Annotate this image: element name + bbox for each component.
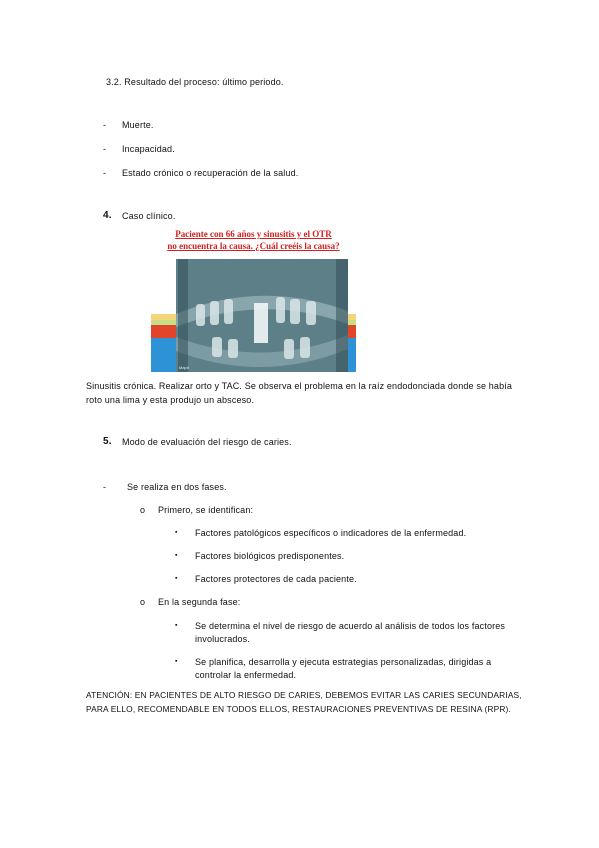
- outcome-dash: -: [103, 144, 107, 154]
- bullet-icon: ▪: [175, 575, 178, 582]
- bullet-icon: ▪: [175, 529, 178, 536]
- warning-line1: ATENCIÓN: EN PACIENTES DE ALTO RIESGO DE CARIES, DEBEMOS EVITAR LAS CARIES SECUNDARIAS,: [86, 690, 522, 700]
- outcome-dash: -: [103, 120, 107, 130]
- outcome-dash: -: [103, 168, 107, 178]
- outcome-item: Incapacidad.: [122, 144, 175, 154]
- outcome-item: Estado crónico o recuperación de la salud.: [122, 168, 299, 178]
- panoramic-xray: [176, 259, 348, 372]
- phase-1-item: Factores biológicos predisponentes.: [195, 551, 345, 561]
- phase-2-item-line1: Se planifica, desarrolla y ejecuta estrategias personalizadas, dirigidas a: [195, 657, 492, 667]
- phase-1-marker: o: [140, 505, 146, 515]
- section-4-title: Caso clínico.: [122, 211, 176, 221]
- section-4-number: 4.: [103, 210, 112, 221]
- section-5-number: 5.: [103, 436, 112, 447]
- phase-2-item-line1: Se determina el nivel de riesgo de acuerdo al análisis de todos los factores: [195, 621, 506, 631]
- phases-dash: -: [103, 482, 107, 492]
- phase-1-text: Primero, se identifican:: [158, 505, 254, 515]
- bullet-icon: ▪: [175, 552, 178, 559]
- warning-line2: PARA ELLO, RECOMENDABLE EN TODOS ELLOS, RESTAURACIONES PREVENTIVAS DE RESINA (RPR).: [86, 704, 511, 714]
- phase-2-marker: o: [140, 597, 146, 607]
- phase-2-item-line2: controlar la enfermedad.: [195, 670, 297, 680]
- phase-2-item-line2: involucrados.: [195, 634, 250, 644]
- slide-title-line1: Paciente con 66 años y sinusitis y el OTR: [175, 229, 332, 239]
- phase-2-text: En la segunda fase:: [158, 597, 241, 607]
- phase-1-item: Factores patológicos específicos o indicadores de la enfermedad.: [195, 528, 467, 538]
- slide-title-line2: no encuentra la causa. ¿Cuál creéis la causa?: [167, 241, 340, 251]
- section-3-2-heading: 3.2. Resultado del proceso: último periodo.: [106, 77, 284, 87]
- phase-1-item: Factores protectores de cada paciente.: [195, 574, 357, 584]
- bullet-icon: ▪: [175, 622, 178, 629]
- outcome-item: Muerte.: [122, 120, 154, 130]
- slide-watermark: Mapit: [179, 365, 189, 370]
- case-slide-image: [151, 226, 356, 372]
- case-description-line2: roto una lima y esta produjo un absceso.: [86, 395, 255, 405]
- case-description-line1: Sinusitis crónica. Realizar orto y TAC. Se observa el problema en la raíz endodonciada donde se había: [86, 381, 513, 391]
- bullet-icon: ▪: [175, 658, 178, 665]
- xray-teeth-drawing: [176, 259, 348, 372]
- section-5-title: Modo de evaluación del riesgo de caries.: [122, 437, 292, 447]
- phases-intro: Se realiza en dos fases.: [127, 482, 227, 492]
